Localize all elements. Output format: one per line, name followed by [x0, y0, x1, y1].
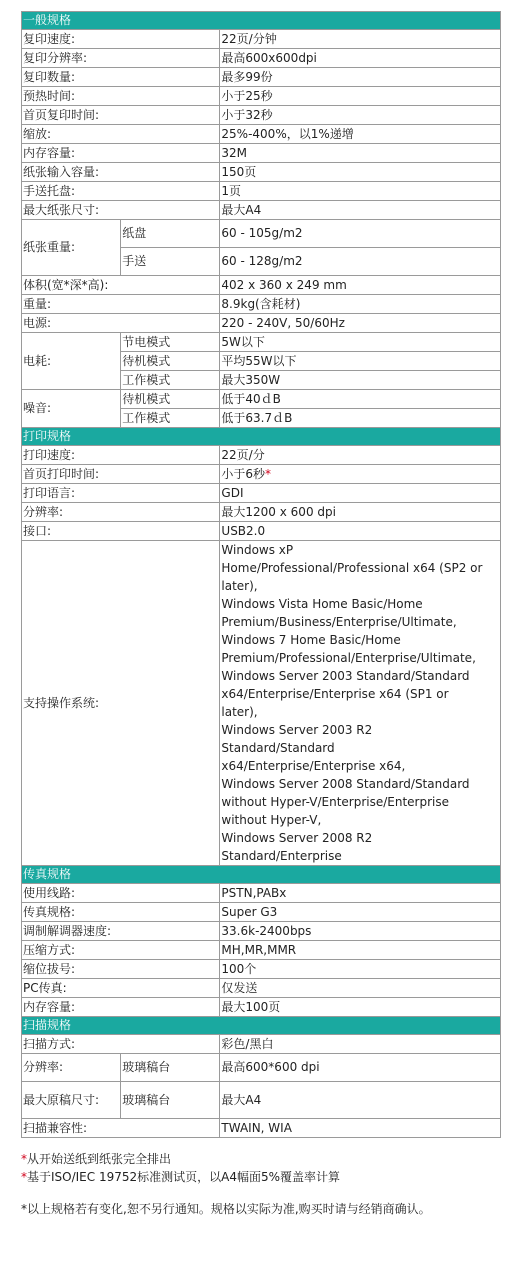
spec-row [22, 465, 501, 484]
spec-label: 扫描方式: [22, 1035, 220, 1054]
section-header-scan [22, 1017, 501, 1035]
spec-value: 小于32秒 [220, 106, 501, 125]
spec-row-consumption [22, 333, 501, 352]
spec-value: USB2.0 [220, 522, 501, 541]
spec-row [22, 276, 501, 295]
spec-value: 25%-400%，以1%递增 [220, 125, 501, 144]
spec-row [22, 106, 501, 125]
os-list [220, 541, 501, 866]
spec-value: 最大1200 x 600 dpi [220, 503, 501, 522]
spec-row [22, 295, 501, 314]
spec-row-noise [22, 390, 501, 409]
spec-sublabel: 纸盘 [121, 220, 220, 248]
footnote-text: 从开始送纸到纸张完全排出 [27, 1152, 172, 1166]
first-print-time: 小于6秒 [221, 466, 266, 481]
os-line: Premium/Professional/Enterprise/Ultimate, [221, 651, 476, 665]
section-header-fax [22, 866, 501, 884]
spec-label: 预热时间: [22, 87, 220, 106]
spec-row [22, 960, 501, 979]
spec-label: 噪音: [22, 390, 121, 428]
spec-value: 402 x 360 x 249 mm [220, 276, 501, 295]
spec-row [22, 144, 501, 163]
spec-value: 最大350W [220, 371, 501, 390]
spec-value: 最高600*600 dpi [220, 1054, 501, 1082]
spec-sublabel: 玻璃稿台 [121, 1082, 220, 1119]
spec-label: PC传真: [22, 979, 220, 998]
spec-value: 最大A4 [220, 1082, 501, 1119]
spec-label: 最大纸张尺寸: [22, 201, 220, 220]
spec-row [22, 446, 501, 465]
spec-value: TWAIN, WIA [220, 1119, 501, 1138]
os-line: Windows Server 2003 Standard/Standard [221, 669, 470, 683]
spec-row [22, 68, 501, 87]
spec-label: 复印速度: [22, 30, 220, 49]
spec-row-paper-weight [22, 220, 501, 248]
spec-value: 8.9kg(含耗材) [220, 295, 501, 314]
disclaimer: *以上规格若有变化,恕不另行通知。规格以实际为准,购买时请与经销商确认。 [21, 1202, 431, 1216]
os-line: Windows Server 2003 R2 [221, 723, 373, 737]
spec-value: 小于25秒 [220, 87, 501, 106]
spec-value: 22页/分钟 [220, 30, 501, 49]
os-line: Home/Professional/Professional x64 (SP2 or [221, 561, 483, 575]
spec-label: 调制解调器速度: [22, 922, 220, 941]
spec-row [22, 182, 501, 201]
spec-value: 最多99份 [220, 68, 501, 87]
spec-value: 33.6k-2400bps [220, 922, 501, 941]
spec-row [22, 49, 501, 68]
spec-value: 平均55W以下 [220, 352, 501, 371]
section-title: 一般规格 [22, 12, 501, 30]
footnotes [21, 1150, 501, 1218]
spec-row [22, 1054, 501, 1082]
spec-value: Super G3 [220, 903, 501, 922]
os-line: x64/Enterprise/Enterprise x64 (SP1 or [221, 687, 449, 701]
footnote-star: * [21, 1152, 27, 1166]
section-title: 打印规格 [22, 428, 501, 446]
section-header-print [22, 428, 501, 446]
spec-row [22, 1035, 501, 1054]
os-line: without Hyper-V, [221, 813, 322, 827]
spec-value: 32M [220, 144, 501, 163]
footnote-2 [21, 1168, 501, 1186]
spec-label: 电耗: [22, 333, 121, 390]
spec-label: 复印分辨率: [22, 49, 220, 68]
spec-sublabel: 待机模式 [121, 352, 220, 371]
spec-label: 打印语言: [22, 484, 220, 503]
spec-sublabel: 玻璃稿台 [121, 1054, 220, 1082]
spec-row [22, 979, 501, 998]
spec-label: 分辨率: [22, 1054, 121, 1082]
spec-value: GDI [220, 484, 501, 503]
spec-label: 分辨率: [22, 503, 220, 522]
spec-label: 复印数量: [22, 68, 220, 87]
os-line: Windows Vista Home Basic/Home [221, 597, 423, 611]
spec-label: 打印速度: [22, 446, 220, 465]
spec-value: 低于40ｄB [220, 390, 501, 409]
spec-value: 150页 [220, 163, 501, 182]
spec-row [22, 941, 501, 960]
spec-value: 最大A4 [220, 201, 501, 220]
os-line: x64/Enterprise/Enterprise x64, [221, 759, 406, 773]
spec-sublabel: 工作模式 [121, 371, 220, 390]
os-line: Standard/Enterprise [221, 849, 342, 863]
spec-label: 传真规格: [22, 903, 220, 922]
spec-sublabel: 待机模式 [121, 390, 220, 409]
spec-value: 低于63.7ｄB [220, 409, 501, 428]
os-line: later), [221, 705, 258, 719]
spec-row [22, 503, 501, 522]
spec-label: 最大原稿尺寸: [22, 1082, 121, 1119]
spec-sublabel: 手送 [121, 248, 220, 276]
spec-label: 缩放: [22, 125, 220, 144]
spec-row-os [22, 541, 501, 866]
spec-row [22, 1119, 501, 1138]
os-line: Windows Server 2008 R2 [221, 831, 373, 845]
spec-label: 首页打印时间: [22, 465, 220, 484]
spec-value: 22页/分 [220, 446, 501, 465]
spec-label: 缩位拔号: [22, 960, 220, 979]
spec-row [22, 484, 501, 503]
spec-sublabel: 节电模式 [121, 333, 220, 352]
spec-label: 内存容量: [22, 144, 220, 163]
spec-value: 220 - 240V, 50/60Hz [220, 314, 501, 333]
spec-table [21, 11, 501, 1138]
spec-label: 纸张重量: [22, 220, 121, 276]
spec-row [22, 903, 501, 922]
footnote-star: * [21, 1170, 27, 1184]
spec-label: 体积(宽*深*高): [22, 276, 220, 295]
spec-label: 内存容量: [22, 998, 220, 1017]
spacer [21, 1186, 501, 1200]
spec-value: PSTN,PABx [220, 884, 501, 903]
spec-value: MH,MR,MMR [220, 941, 501, 960]
spec-value: 彩色/黑白 [220, 1035, 501, 1054]
spec-label: 纸张输入容量: [22, 163, 220, 182]
section-title: 传真规格 [22, 866, 501, 884]
spec-value: 60 - 105g/m2 [220, 220, 501, 248]
spec-row [22, 884, 501, 903]
spec-row [22, 87, 501, 106]
spec-label: 压缩方式: [22, 941, 220, 960]
spec-label: 手送托盘: [22, 182, 220, 201]
spec-row [22, 1082, 501, 1119]
spec-row [22, 522, 501, 541]
spec-value: 100个 [220, 960, 501, 979]
spec-row [22, 163, 501, 182]
spec-value: 1页 [220, 182, 501, 201]
footnote-1 [21, 1150, 501, 1168]
section-title: 扫描规格 [22, 1017, 501, 1035]
spec-row [22, 125, 501, 144]
os-line: without Hyper-V/Enterprise/Enterprise [221, 795, 450, 809]
spec-sublabel: 工作模式 [121, 409, 220, 428]
footnote-text: 基于ISO/IEC 19752标准测试页，以A4幅面5%覆盖率计算 [27, 1170, 341, 1184]
spec-value: 仅发送 [220, 979, 501, 998]
os-line: Windows xP [221, 543, 294, 557]
spec-value [220, 465, 501, 484]
spec-row [22, 314, 501, 333]
os-line: Windows 7 Home Basic/Home [221, 633, 401, 647]
spec-label: 接口: [22, 522, 220, 541]
os-line: later), [221, 579, 258, 593]
spec-label: 首页复印时间: [22, 106, 220, 125]
note-star-mark: * [265, 466, 272, 481]
spec-row [22, 998, 501, 1017]
os-line: Windows Server 2008 Standard/Standard [221, 777, 470, 791]
spec-label: 扫描兼容性: [22, 1119, 220, 1138]
spec-label: 使用线路: [22, 884, 220, 903]
section-header-general [22, 12, 501, 30]
spec-row [22, 922, 501, 941]
spec-value: 最高600x600dpi [220, 49, 501, 68]
spec-value: 60 - 128g/m2 [220, 248, 501, 276]
spec-value: 5W以下 [220, 333, 501, 352]
spec-value: 最大100页 [220, 998, 501, 1017]
spec-label: 重量: [22, 295, 220, 314]
spec-row [22, 201, 501, 220]
spec-label: 电源: [22, 314, 220, 333]
spec-row [22, 30, 501, 49]
os-line: Premium/Business/Enterprise/Ultimate, [221, 615, 457, 629]
os-line: Standard/Standard [221, 741, 335, 755]
spec-label: 支持操作系统: [22, 541, 220, 866]
